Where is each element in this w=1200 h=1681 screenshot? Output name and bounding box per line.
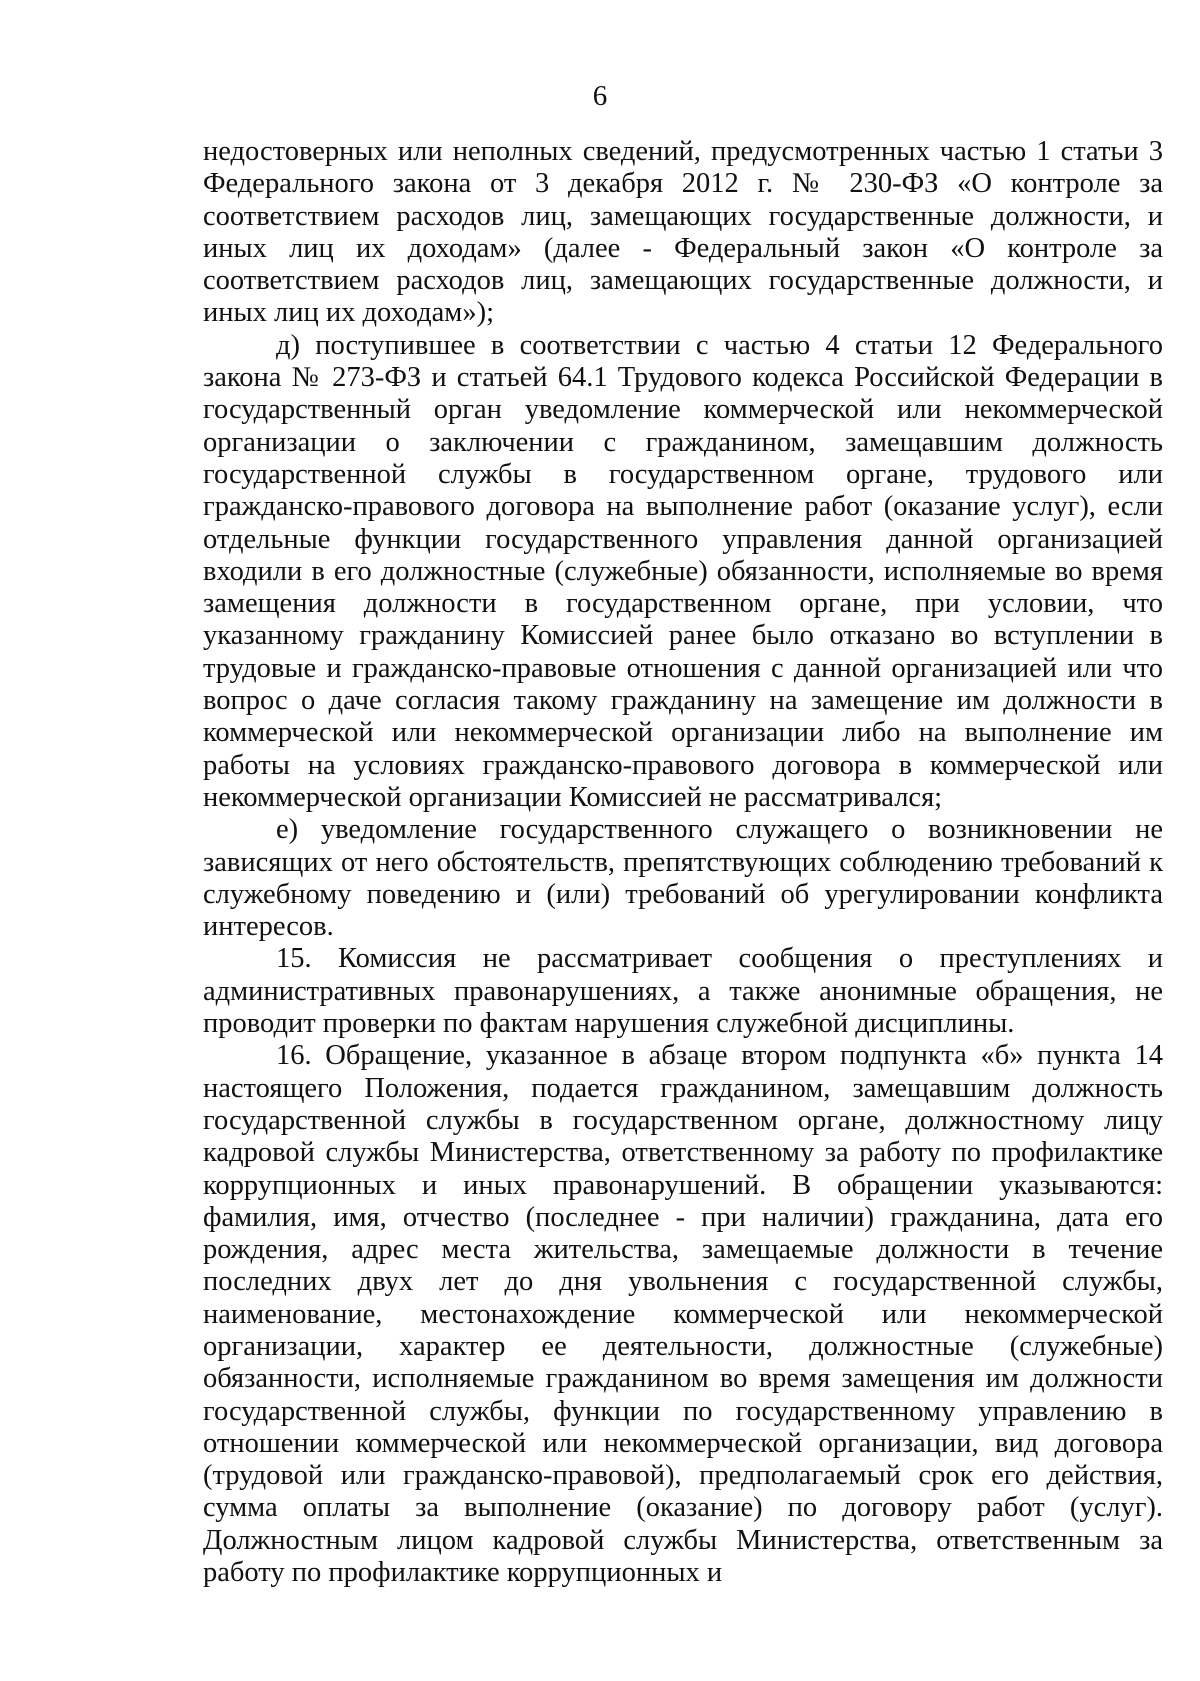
page-number: 6: [592, 80, 608, 112]
paragraph-continuation: недостоверных или неполных сведений, предусмотренных частью 1 статьи 3 Федерального закона от 3 декабря 2012 г. № 230-ФЗ «О контроле за соответствием расходов лиц, замещающих государственные должности, и иных лиц их доходам» (далее - Федеральный закон «О контроле за соответствием расходов лиц, замещающих государственные должности, и иных лиц их доходам»);: [203, 136, 1163, 329]
paragraph-item-d: д) поступившее в соответствии с частью 4 статьи 12 Федерального закона № 273-ФЗ и статьей 64.1 Трудового кодекса Российской Федерации в государственный орган уведомление коммерческой или некоммерческой организации о заключении с гражданином, замещавшим должность государственной службы в государственном органе, трудового или гражданско-правового договора на выполнение работ (оказание услуг), если отдельные функции государственного управления данной организацией входили в его должностные (служебные) обязанности, исполняемые во время замещения должности в государственном органе, при условии, что указанному гражданину Комиссией ранее было отказано во вступлении в трудовые и гражданско-правовые отношения с данной организацией или что вопрос о даче согласия такому гражданину на замещение им должности в коммерческой или некоммерческой организации либо на выполнение им работы на условиях гражданско-правового договора в коммерческой или некоммерческой организации Комиссией не рассматривался;: [203, 329, 1163, 813]
paragraph-item-e: е) уведомление государственного служащего о возникновении не зависящих от него обстоятельств, препятствующих соблюдению требований к служебному поведению и (или) требований об урегулировании конфликта интересов.: [203, 814, 1163, 943]
document-body: [203, 136, 1163, 1589]
paragraph-clause-16: 16. Обращение, указанное в абзаце втором подпункта «б» пункта 14 настоящего Положения, подается гражданином, замещавшим должность государственной службы в государственном органе, должностному лицу кадровой службы Министерства, ответственному за работу по профилактике коррупционных и иных правонарушений. В обращении указываются: фамилия, имя, отчество (последнее - при наличии) гражданина, дата его рождения, адрес места жительства, замещаемые должности в течение последних двух лет до дня увольнения с государственной службы, наименование, местонахождение коммерческой или некоммерческой организации, характер ее деятельности, должностные (служебные) обязанности, исполняемые гражданином во время замещения им должности государственной службы, функции по государственному управлению в отношении коммерческой или некоммерческой организации, вид договора (трудовой или гражданско-правовой), предполагаемый срок его действия, сумма оплаты за выполнение (оказание) по договору работ (услуг). Должностным лицом кадровой службы Министерства, ответственным за работу по профилактике коррупционных и: [203, 1040, 1163, 1589]
paragraph-clause-15: 15. Комиссия не рассматривает сообщения о преступлениях и административных правонарушениях, а также анонимные обращения, не проводит проверки по фактам нарушения служебной дисциплины.: [203, 943, 1163, 1040]
